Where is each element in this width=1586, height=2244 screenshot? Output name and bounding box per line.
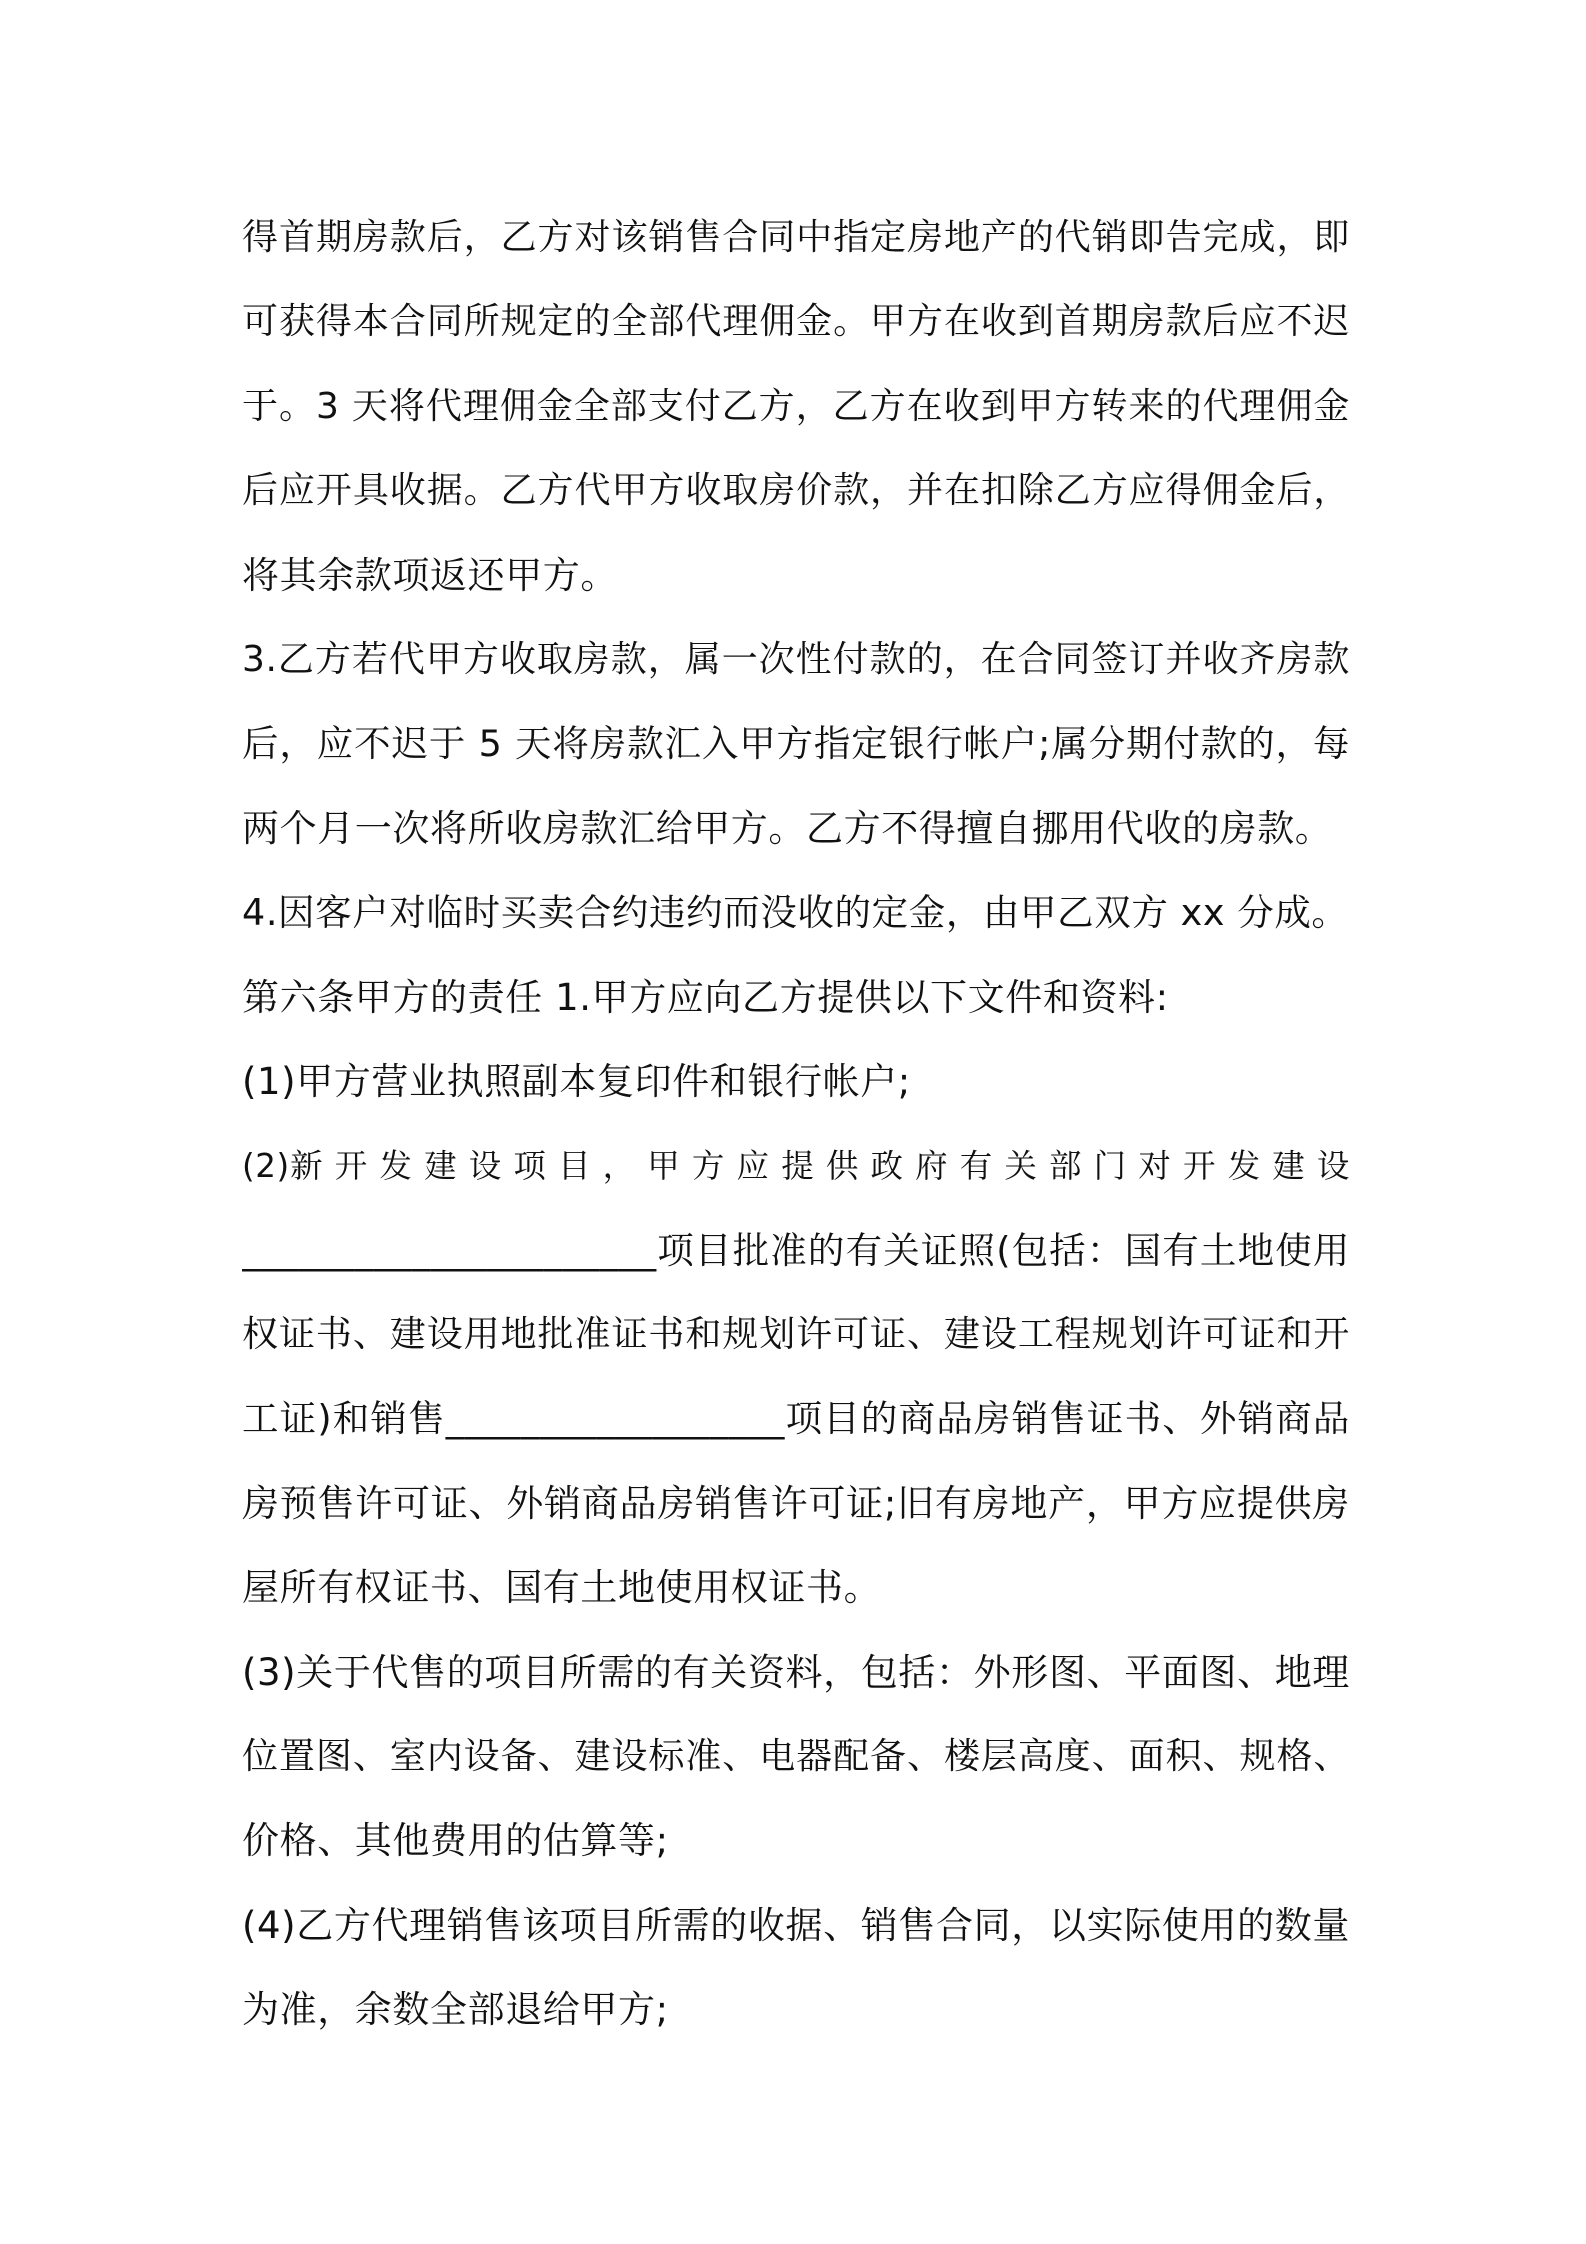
text-line-18: (3)关于代售的项目所需的有关资料，包括：外形图、平面图、地理 <box>242 1650 1350 1694</box>
text-line-22: 为准，余数全部退给甲方; <box>242 1988 669 2032</box>
text-line-15: 工证)和销售__________________项目的商品房销售证书、外销商品 <box>242 1397 1350 1441</box>
text-line-9: 4.因客户对临时买卖合约违约而没收的定金，由甲乙双方 xx 分成。 <box>242 891 1349 935</box>
text-line-19: 位置图、室内设备、建设标准、电器配备、楼层高度、面积、规格、 <box>242 1736 1350 1778</box>
text-line-13: ______________________项目批准的有关证照(包括：国有土地使用 <box>242 1228 1350 1272</box>
text-line-2: 可获得本合同所规定的全部代理佣金。甲方在收到首期房款后应不迟 <box>242 301 1350 343</box>
text-line-8: 两个月一次将所收房款汇给甲方。乙方不得擅自挪用代收的房款。 <box>242 806 1333 850</box>
text-line-14: 权证书、建设用地批准证书和规划许可证、建设工程规划许可证和开 <box>242 1314 1350 1356</box>
text-line-7: 后，应不迟于 5 天将房款汇入甲方指定银行帐户;属分期付款的，每 <box>242 722 1350 766</box>
text-line-4: 后应开具收据。乙方代甲方收取房价款，并在扣除乙方应得佣金后， <box>242 470 1350 512</box>
text-line-12: (2)新 开 发 建 设 项 目 ， 甲 方 应 提 供 政 府 有 关 部 门 对 开 发 建 设 <box>242 1147 1350 1186</box>
contract-text-body <box>242 196 1350 2053</box>
text-line-11: (1)甲方营业执照副本复印件和银行帐户; <box>242 1059 911 1103</box>
text-line-21: (4)乙方代理销售该项目所需的收据、销售合同，以实际使用的数量 <box>242 1903 1350 1947</box>
text-line-20: 价格、其他费用的估算等; <box>242 1819 669 1863</box>
text-line-16: 房预售许可证、外销商品房销售许可证;旧有房地产，甲方应提供房 <box>242 1481 1350 1525</box>
text-line-3: 于。3 天将代理佣金全部支付乙方，乙方在收到甲方转来的代理佣金 <box>242 385 1350 427</box>
text-line-10: 第六条甲方的责任 1.甲方应向乙方提供以下文件和资料: <box>242 975 1169 1019</box>
text-line-6: 3.乙方若代甲方收取房款，属一次性付款的，在合同签订并收齐房款 <box>242 638 1350 680</box>
text-line-1: 得首期房款后，乙方对该销售合同中指定房地产的代销即告完成，即 <box>242 217 1350 258</box>
text-line-17: 屋所有权证书、国有土地使用权证书。 <box>242 1566 882 1610</box>
text-line-5: 将其余款项返还甲方。 <box>242 553 618 597</box>
